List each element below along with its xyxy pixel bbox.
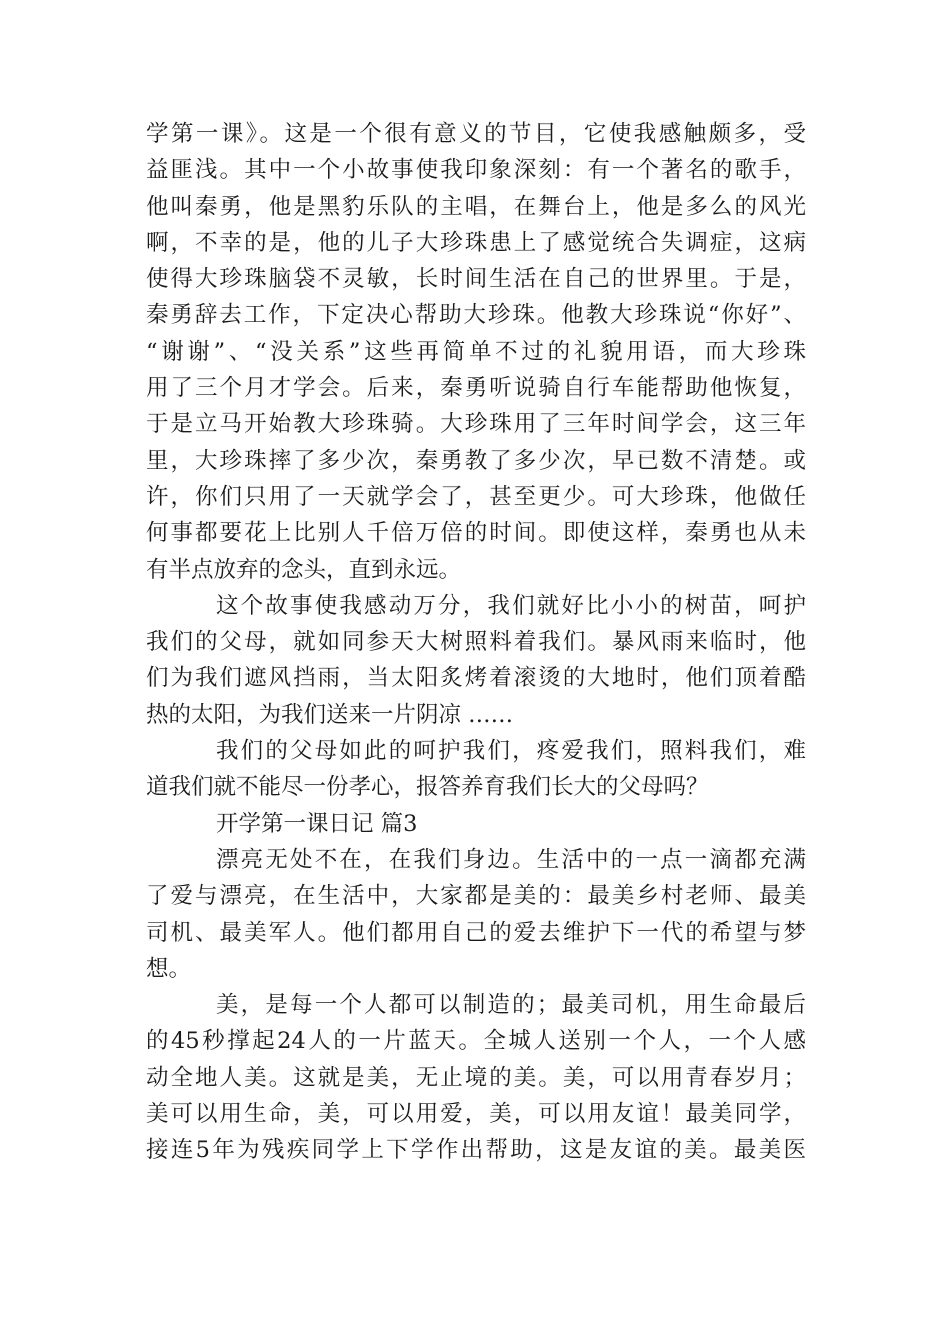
text-line: 使得大珍珠脑袋不灵敏，长时间生活在自己的世界里。于是， xyxy=(146,266,806,293)
text-line: 许，你们只用了一天就学会了，甚至更少。可大珍珠，他做任 xyxy=(146,483,806,510)
text-line: 学第一课》。这是一个很有意义的节目，它使我感触颇多，受 xyxy=(146,121,806,147)
text-line: 啊，不幸的是，他的儿子大珍珠患上了感觉统合失调症，这病 xyxy=(146,229,806,256)
text-line: 了爱与漂亮，在生活中，大家都是美的：最美乡村老师、最美 xyxy=(146,883,806,910)
text-line: 司机、最美军人。他们都用自己的爱去维护下一代的希望与梦 xyxy=(146,919,806,946)
text-line: 漂亮无处不在，在我们身边。生活中的一点一滴都充满 xyxy=(216,846,806,873)
text-line: 他叫秦勇，他是黑豹乐队的主唱，在舞台上，他是多么的风光 xyxy=(146,193,806,220)
text-line: 美，是每一个人都可以制造的；最美司机，用生命最后 xyxy=(216,992,806,1019)
text-line: 美可以用生命，美，可以用爱，美，可以用友谊！最美同学， xyxy=(146,1101,806,1128)
text-line: 热的太阳，为我们送来一片阴凉 …… xyxy=(146,701,514,728)
text-line: 里，大珍珠摔了多少次，秦勇教了多少次，早已数不清楚。或 xyxy=(146,447,806,474)
text-line: 这个故事使我感动万分，我们就好比小小的树苗，呵护 xyxy=(216,592,806,619)
text-line: 用了三个月才学会。后来，秦勇听说骑自行车能帮助他恢复， xyxy=(146,375,806,402)
text-line: 的45秒撑起24人的一片蓝天。全城人送别一个人，一个人感 xyxy=(146,1028,806,1055)
text-line: 开学第一课日记 篇3 xyxy=(216,810,418,837)
text-line: 我们的父母如此的呵护我们，疼爱我们，照料我们，难 xyxy=(216,738,806,765)
text-line: 想。 xyxy=(146,955,192,982)
text-line: 我们的父母，就如同参天大树照料着我们。暴风雨来临时，他 xyxy=(146,629,806,656)
document-body xyxy=(146,116,806,1169)
text-line: 于是立马开始教大珍珠骑。大珍珠用了三年时间学会，这三年 xyxy=(146,411,806,438)
text-line: 接连5年为残疾同学上下学作出帮助，这是友谊的美。最美医 xyxy=(146,1137,806,1164)
text-line: 们为我们遮风挡雨，当太阳炙烤着滚烫的大地时，他们顶着酷 xyxy=(146,665,806,692)
text-line: 何事都要花上比别人千倍万倍的时间。即使这样，秦勇也从未 xyxy=(146,520,806,547)
text-line: 秦勇辞去工作，下定决心帮助大珍珠。他教大珍珠说“你好”、 xyxy=(146,302,806,329)
text-line: 道我们就不能尽一份孝心，报答养育我们长大的父母吗？ xyxy=(146,774,709,801)
text-line: 益匪浅。其中一个小故事使我印象深刻：有一个著名的歌手， xyxy=(146,157,806,184)
text-line: “谢谢”、“没关系”这些再简单不过的礼貌用语，而大珍珠 xyxy=(146,338,806,365)
text-line: 动全地人美。这就是美，无止境的美。美，可以用青春岁月； xyxy=(146,1064,806,1091)
text-line: 有半点放弃的念头，直到永远。 xyxy=(146,556,462,583)
